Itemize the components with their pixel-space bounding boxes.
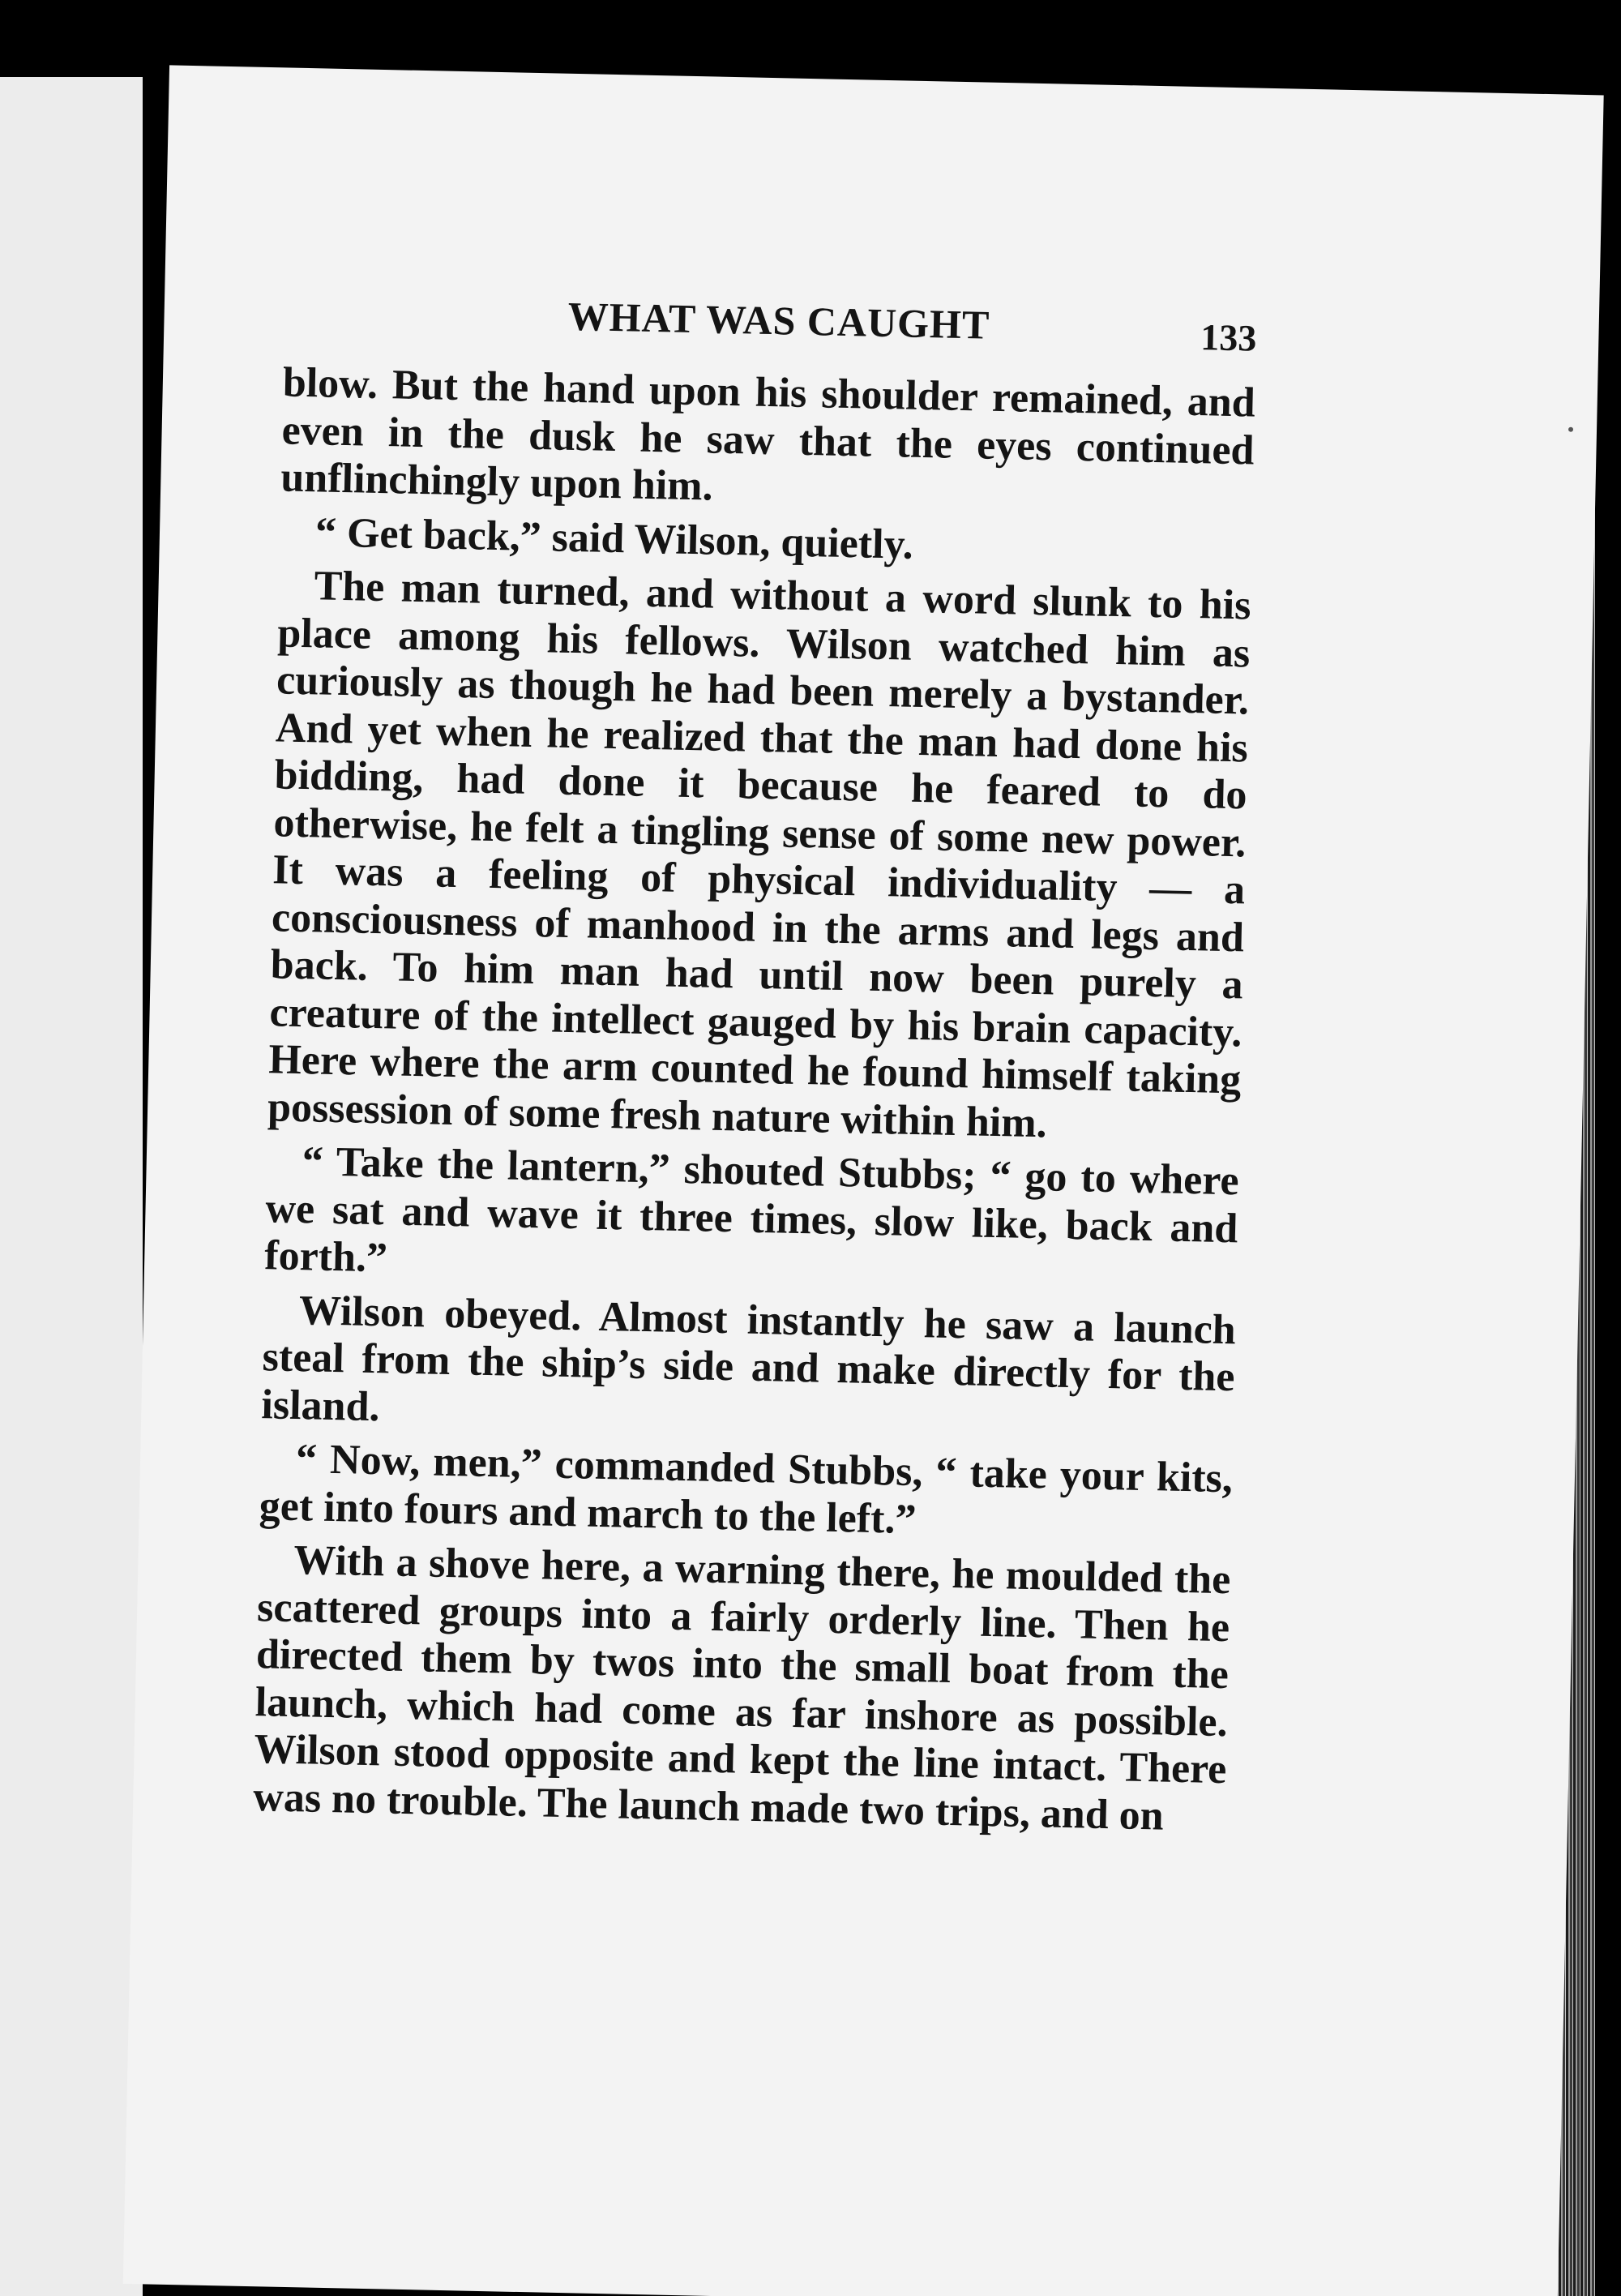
running-head: WHAT WAS CAUGHT (567, 293, 990, 348)
left-page-margin (0, 77, 143, 2296)
book-page (123, 65, 1604, 2296)
paragraph: With a shove here, a warning there, he moulded the scattered groups into a fairly orderly line. Then he directed them by twos into the small boat from the launch, which had come as far inshore as possible. Wilson stood opposite and kept the line intact. There was no trouble. The launch made two trips, and on (252, 1537, 1231, 1840)
paragraph: The man turned, and without a word slunk to his place among his fellows. Wilson watched him as curiously as though he had been merely a bystander. And yet when he realized that the man had done his bidding, had done it because he feared to do otherwise, he felt a tingling sense of some new power. It was a feeling of physical individuality — a consciousness of manhood in the arms and legs and back. To him man had until now been purely a creature of the intellect gauged by his brain capacity. Here where the arm counted he found himself taking possession of some fresh nature within him. (267, 563, 1252, 1146)
scan-speck (1568, 427, 1573, 432)
paragraph: “ Take the lantern,” shouted Stubbs; “ go to where we sat and wave it three times, slow like, back and forth.” (263, 1138, 1240, 1282)
paragraph: “ Get back,” said Wilson, quietly. (314, 508, 914, 568)
paragraph: “ Now, men,” commanded Stubbs, “ take your kits, get into fours and march to the left.” (259, 1436, 1234, 1543)
page-text (253, 286, 1258, 1848)
paragraph: blow. But the hand upon his shoulder remained, and even in the dusk he saw that the eyes continued unflinchingly upon him. (280, 359, 1256, 510)
paragraph: Wilson obeyed. Almost instantly he saw a launch steal from the ship’s side and make directly for the island. (260, 1287, 1237, 1430)
page-number: 133 (1200, 316, 1257, 359)
